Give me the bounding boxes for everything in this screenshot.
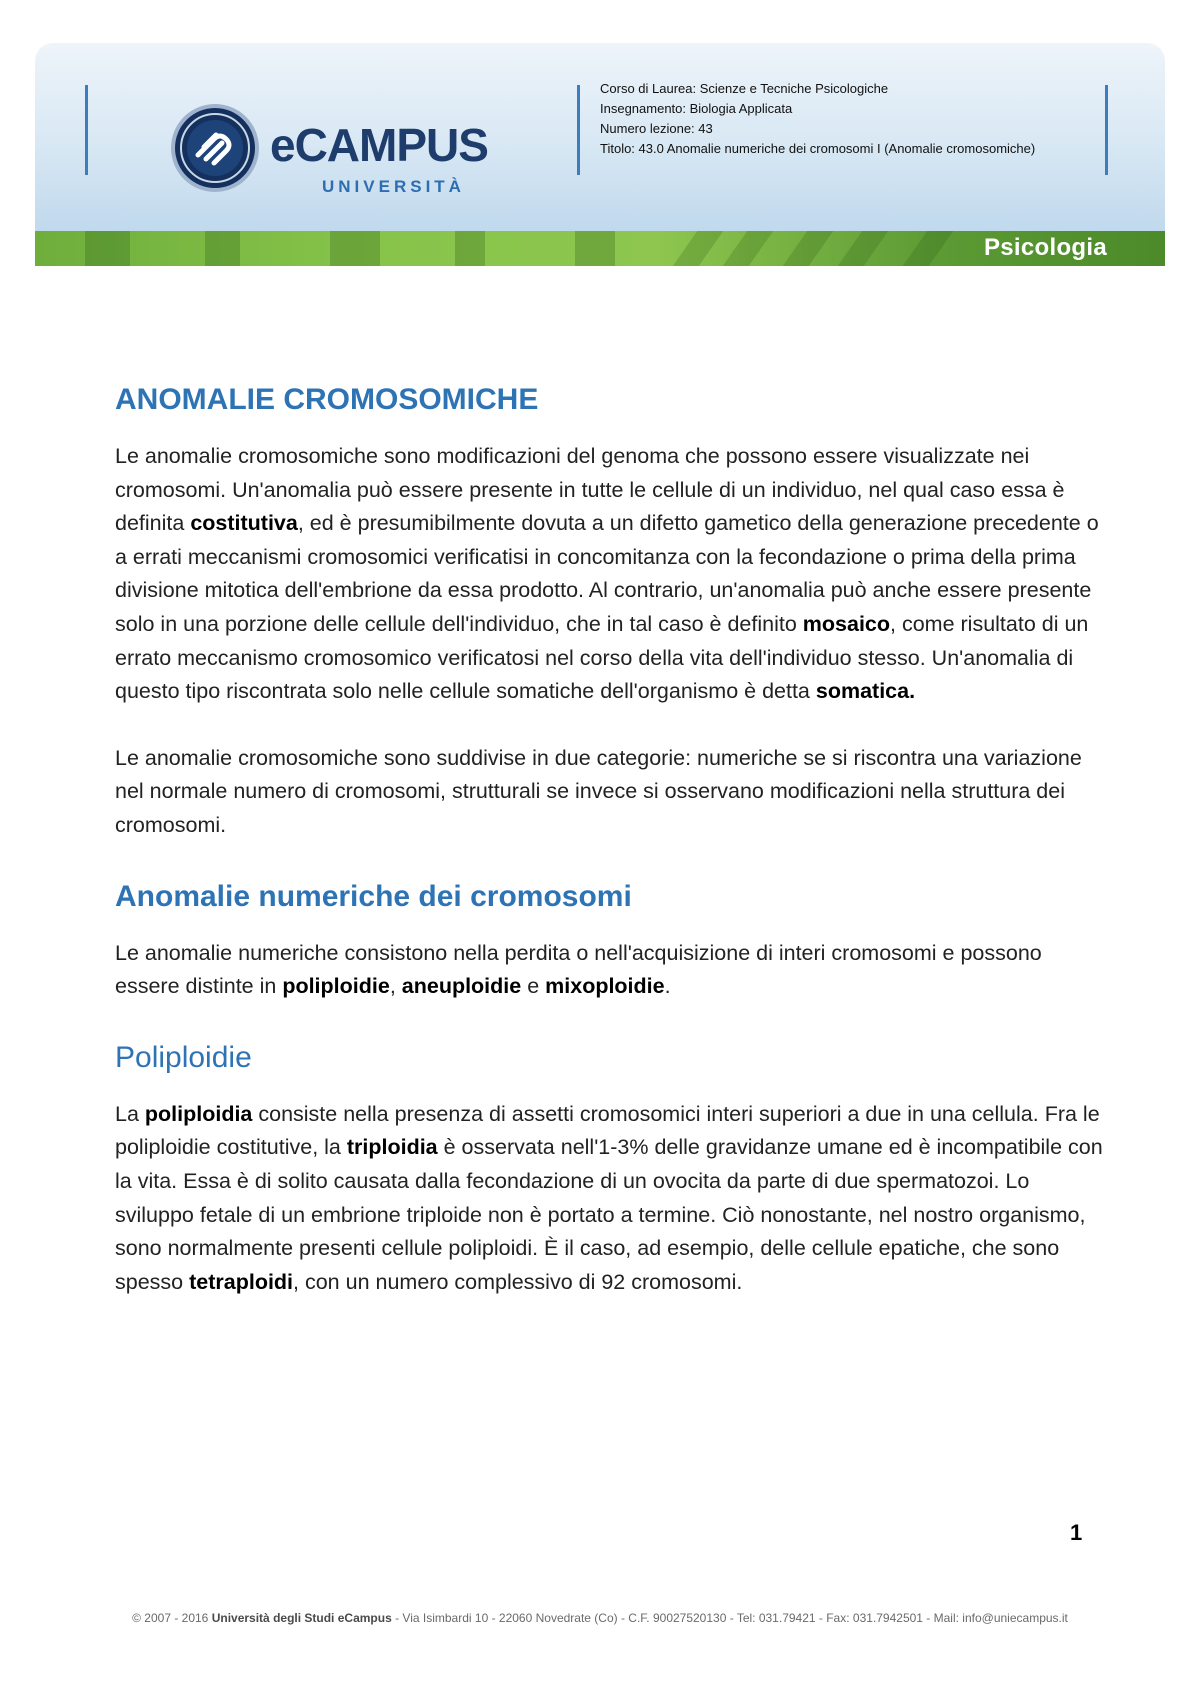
section-heading-numeric: Anomalie numeriche dei cromosomi <box>115 879 632 913</box>
title-line: Titolo: 43.0 Anomalie numeriche dei cromosomi I (Anomalie cromosomiche) <box>600 141 1036 156</box>
paragraph-categories: Le anomalie cromosomiche sono suddivise in due categorie: numeriche se si riscontra una variazione nel normale numero di cromosomi, strutturali se invece si osservano modificazioni nella struttura dei cromosomi. <box>115 745 1082 837</box>
divider-middle <box>577 85 580 175</box>
paragraph-numeric: Le anomalie numeriche consistono nella perdita o nell'acquisizione di interi cromosomi e possono essere distinte in poliploidie, aneuploidie e mixoploidie. <box>115 940 1042 999</box>
lesson-line: Numero lezione: 43 <box>600 121 713 136</box>
course-info <box>600 79 1040 159</box>
divider-right <box>1105 85 1108 175</box>
header-banner <box>35 43 1165 266</box>
svg-text:eCAMPUS: eCAMPUS <box>270 119 488 171</box>
faculty-label: Psicologia <box>983 234 1107 261</box>
page-number: 1 <box>1070 1520 1083 1545</box>
svg-text:UNIVERSITÀ: UNIVERSITÀ <box>322 177 465 196</box>
main-heading: ANOMALIE CROMOSOMICHE <box>115 383 539 416</box>
document-body <box>115 380 1105 1332</box>
divider-left <box>85 85 88 175</box>
paragraph-intro: Le anomalie cromosomiche sono modificazioni del genoma che possono essere visualizzate nei cromosomi. Un'anomalia può essere presente in tutte le cellule di un individuo, nel qual caso essa è definita costitutiva, ed è presumibilmente dovuta a un difetto gametico della generazione precedente o a errati meccanismi cromosomici verificatisi in concomitanza con la fecondazione o prima della prima divisione mitotica dell'embrione da essa prodotto. Al contrario, un'anomalia può anche essere presente solo in una porzione delle cellule dell'individuo, che in tal caso è definito mosaico, come risultato di un errato meccanismo cromosomico verificatosi nel corso della vita dell'individuo stesso. Un'anomalia di questo tipo riscontrata solo nelle cellule somatiche dell'organismo è detta somatica. <box>115 444 1099 704</box>
course-line: Corso di Laurea: Scienze e Tecniche Psicologiche <box>600 81 889 96</box>
section-heading-polyploidy: Poliploidie <box>115 1040 252 1074</box>
ecampus-logo <box>170 93 600 203</box>
faculty-bar <box>35 231 1165 266</box>
paragraph-polyploidy: La poliploidia consiste nella presenza di assetti cromosomici interi superiori a due in una cellula. Fra le poliploidie costitutive, la triploidia è osservata nell'1-3% delle gravidanze umane ed è incompatibile con la vita. Essa è di solito causata dalla fecondazione di un ovocita da parte di due spermatozoi. Lo sviluppo fetale di un embrione triploide non è portato a termine. Ciò nonostante, nel nostro organismo, sono normalmente presenti cellule poliploidi. È il caso, ad esempio, delle cellule epatiche, che sono spesso tetraploidi, con un numero complessivo di 92 cromosomi. <box>115 1101 1103 1294</box>
subject-line: Insegnamento: Biologia Applicata <box>600 101 793 116</box>
page-footer: © 2007 - 2016 Università degli Studi eCampus - Via Isimbardi 10 - 22060 Novedrate (Co) - C.F. 90027520130 - Tel: 031.79421 - Fax: 031.7942501 - Mail: info@uniecampus.it <box>132 1611 1068 1625</box>
